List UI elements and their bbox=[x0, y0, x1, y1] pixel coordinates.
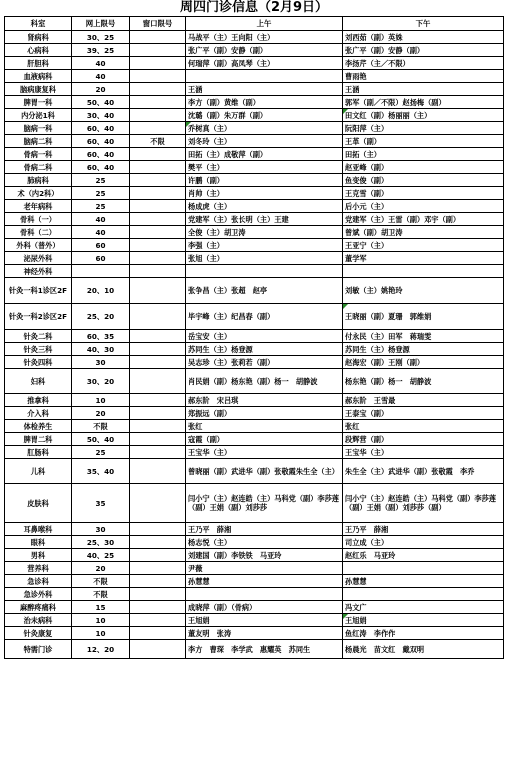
dept-cell: 脾胃二科 bbox=[5, 433, 72, 446]
window-quota-cell bbox=[130, 369, 186, 394]
morning-doctors-cell: 田拓（主）成敬萍（副） bbox=[186, 148, 343, 161]
online-quota-cell bbox=[72, 265, 130, 278]
table-row bbox=[5, 562, 504, 575]
online-quota-cell: 不限 bbox=[72, 588, 130, 601]
table-row bbox=[5, 523, 504, 536]
online-quota-cell: 40 bbox=[72, 213, 130, 226]
morning-doctors-cell: 尹薇 bbox=[186, 562, 343, 575]
table-row bbox=[5, 226, 504, 239]
morning-doctors-cell: 肖民娟（副）杨东艳（副）杨一 胡静波 bbox=[186, 369, 343, 394]
window-quota-cell: 不限 bbox=[130, 135, 186, 148]
morning-doctors-cell: 岳宝安（主） bbox=[186, 330, 343, 343]
online-quota-cell: 25、30 bbox=[72, 536, 130, 549]
dept-cell: 皮肤科 bbox=[5, 484, 72, 523]
dept-cell: 肛肠科 bbox=[5, 446, 72, 459]
morning-doctors-cell: 王宝华（主） bbox=[186, 446, 343, 459]
afternoon-doctors-cell: 董学军 bbox=[343, 252, 504, 265]
afternoon-doctors-cell: 杨东艳（副）杨一 胡静波 bbox=[343, 369, 504, 394]
online-quota-cell: 60 bbox=[72, 252, 130, 265]
afternoon-doctors-cell: 李扬芹（主／不限） bbox=[343, 57, 504, 70]
window-quota-cell bbox=[130, 265, 186, 278]
afternoon-doctors-cell: 赵红乐 马亚玲 bbox=[343, 549, 504, 562]
morning-doctors-cell: 李强（主） bbox=[186, 239, 343, 252]
afternoon-doctors-cell: 段辉营（副） bbox=[343, 433, 504, 446]
morning-doctors-cell: 吴志珍（主）张莉若（副） bbox=[186, 356, 343, 369]
online-quota-cell: 10 bbox=[72, 627, 130, 640]
online-quota-cell: 60、35 bbox=[72, 330, 130, 343]
dept-cell: 体检养生 bbox=[5, 420, 72, 433]
dept-cell: 骨科（一） bbox=[5, 213, 72, 226]
morning-doctors-cell: 王乃平 薛湘 bbox=[186, 523, 343, 536]
afternoon-doctors-cell: 孙慧慧 bbox=[343, 575, 504, 588]
table-row bbox=[5, 57, 504, 70]
window-quota-cell bbox=[130, 57, 186, 70]
dept-cell: 耳鼻喉科 bbox=[5, 523, 72, 536]
dept-cell: 针灸二科 bbox=[5, 330, 72, 343]
morning-doctors-cell bbox=[186, 70, 343, 83]
dept-cell: 针灸三科 bbox=[5, 343, 72, 356]
afternoon-doctors-cell: 苏同生（主）杨登源 bbox=[343, 343, 504, 356]
dept-cell: 眼科 bbox=[5, 536, 72, 549]
online-quota-cell: 20、10 bbox=[72, 278, 130, 304]
dept-cell: 儿科 bbox=[5, 459, 72, 484]
online-quota-cell: 15 bbox=[72, 601, 130, 614]
morning-doctors-cell: 肖帅（主） bbox=[186, 187, 343, 200]
afternoon-doctors-cell: 曾斌（副）胡卫涛 bbox=[343, 226, 504, 239]
morning-doctors-cell: 苏同生（主）杨登源 bbox=[186, 343, 343, 356]
morning-doctors-cell: 张争昌（主）张超 赵亭 bbox=[186, 278, 343, 304]
afternoon-doctors-cell: 王宝华（主） bbox=[343, 446, 504, 459]
dept-cell: 肾病科 bbox=[5, 31, 72, 44]
window-quota-cell bbox=[130, 148, 186, 161]
window-quota-cell bbox=[130, 83, 186, 96]
window-quota-cell bbox=[130, 420, 186, 433]
header-morning: 上午 bbox=[186, 17, 343, 31]
morning-doctors-cell: 寇霞（副） bbox=[186, 433, 343, 446]
window-quota-cell bbox=[130, 330, 186, 343]
morning-doctors-cell: 党建军（主）张长明（主）王建 bbox=[186, 213, 343, 226]
afternoon-doctors-cell: 付永民（主）田军 蒋瑞雯 bbox=[343, 330, 504, 343]
window-quota-cell bbox=[130, 31, 186, 44]
online-quota-cell: 50、40 bbox=[72, 96, 130, 109]
table-row bbox=[5, 161, 504, 174]
online-quota-cell: 30 bbox=[72, 356, 130, 369]
table-row bbox=[5, 459, 504, 484]
table-row bbox=[5, 588, 504, 601]
table-row bbox=[5, 394, 504, 407]
online-quota-cell: 35、40 bbox=[72, 459, 130, 484]
afternoon-doctors-cell: 王乃平 薛湘 bbox=[343, 523, 504, 536]
window-quota-cell bbox=[130, 614, 186, 627]
dept-cell: 骨病一科 bbox=[5, 148, 72, 161]
window-quota-cell bbox=[130, 252, 186, 265]
online-quota-cell: 60、40 bbox=[72, 122, 130, 135]
window-quota-cell bbox=[130, 109, 186, 122]
morning-doctors-cell: 李方 曹琛 李学武 惠耀英 苏同生 bbox=[186, 640, 343, 659]
morning-doctors-cell: 王旭娟 bbox=[186, 614, 343, 627]
table-row bbox=[5, 174, 504, 187]
window-quota-cell bbox=[130, 356, 186, 369]
online-quota-cell: 不限 bbox=[72, 420, 130, 433]
morning-doctors-cell: 全俊（主）胡卫涛 bbox=[186, 226, 343, 239]
afternoon-doctors-cell: 王晓丽（副）夏珊 郭维娟 bbox=[343, 304, 504, 330]
table-row bbox=[5, 200, 504, 213]
table-row bbox=[5, 187, 504, 200]
dept-cell: 脑病一科 bbox=[5, 122, 72, 135]
afternoon-doctors-cell bbox=[343, 265, 504, 278]
morning-doctors-cell: 沈璐（副）朱万群（副） bbox=[186, 109, 343, 122]
window-quota-cell bbox=[130, 278, 186, 304]
online-quota-cell: 20 bbox=[72, 83, 130, 96]
online-quota-cell: 25 bbox=[72, 174, 130, 187]
dept-cell: 心病科 bbox=[5, 44, 72, 57]
window-quota-cell bbox=[130, 523, 186, 536]
dept-cell: 介入科 bbox=[5, 407, 72, 420]
online-quota-cell: 40 bbox=[72, 57, 130, 70]
table-row bbox=[5, 265, 504, 278]
table-row bbox=[5, 614, 504, 627]
morning-doctors-cell bbox=[186, 265, 343, 278]
header-afternoon: 下午 bbox=[343, 17, 504, 31]
afternoon-doctors-cell: 赵亚峰（副） bbox=[343, 161, 504, 174]
online-quota-cell: 10 bbox=[72, 394, 130, 407]
dept-cell: 老年病科 bbox=[5, 200, 72, 213]
window-quota-cell bbox=[130, 96, 186, 109]
dept-cell: 神经外科 bbox=[5, 265, 72, 278]
afternoon-doctors-cell: 田拓（主） bbox=[343, 148, 504, 161]
dept-cell: 骨科（二） bbox=[5, 226, 72, 239]
afternoon-doctors-cell: 赵海宏（副）王刚（副） bbox=[343, 356, 504, 369]
morning-doctors-cell bbox=[186, 588, 343, 601]
dept-cell: 麻醉疼痛科 bbox=[5, 601, 72, 614]
morning-doctors-cell: 成晓萍（副）（骨病） bbox=[186, 601, 343, 614]
afternoon-doctors-cell: 王泰宝（副） bbox=[343, 407, 504, 420]
afternoon-doctors-cell: 王旭娟 bbox=[343, 614, 504, 627]
table-row bbox=[5, 369, 504, 394]
online-quota-cell: 30、20 bbox=[72, 369, 130, 394]
table-row bbox=[5, 627, 504, 640]
online-quota-cell: 30 bbox=[72, 523, 130, 536]
table-row bbox=[5, 484, 504, 523]
window-quota-cell bbox=[130, 575, 186, 588]
window-quota-cell bbox=[130, 343, 186, 356]
schedule-table bbox=[4, 16, 504, 659]
afternoon-doctors-cell: 张红 bbox=[343, 420, 504, 433]
online-quota-cell: 60、40 bbox=[72, 148, 130, 161]
online-quota-cell: 60、40 bbox=[72, 135, 130, 148]
window-quota-cell bbox=[130, 549, 186, 562]
table-row bbox=[5, 96, 504, 109]
table-row bbox=[5, 239, 504, 252]
morning-doctors-cell: 郝东阶 宋吕琪 bbox=[186, 394, 343, 407]
morning-doctors-cell: 马战平（主）王向阳（主） bbox=[186, 31, 343, 44]
morning-doctors-cell: 何瑞萍（副）高凤琴（主） bbox=[186, 57, 343, 70]
window-quota-cell bbox=[130, 407, 186, 420]
dept-cell: 血液病科 bbox=[5, 70, 72, 83]
morning-doctors-cell: 李方（副）黄维（副） bbox=[186, 96, 343, 109]
table-row bbox=[5, 304, 504, 330]
online-quota-cell: 39、25 bbox=[72, 44, 130, 57]
window-quota-cell bbox=[130, 161, 186, 174]
window-quota-cell bbox=[130, 70, 186, 83]
morning-doctors-cell: 毕宇峰（主）纪昌春（副） bbox=[186, 304, 343, 330]
window-quota-cell bbox=[130, 588, 186, 601]
online-quota-cell: 60 bbox=[72, 239, 130, 252]
online-quota-cell: 20 bbox=[72, 407, 130, 420]
window-quota-cell bbox=[130, 640, 186, 659]
dept-cell: 急诊外科 bbox=[5, 588, 72, 601]
table-row bbox=[5, 252, 504, 265]
afternoon-doctors-cell: 阮阳萍（主） bbox=[343, 122, 504, 135]
table-row bbox=[5, 356, 504, 369]
dept-cell: 推拿科 bbox=[5, 394, 72, 407]
window-quota-cell bbox=[130, 226, 186, 239]
table-row bbox=[5, 549, 504, 562]
page-title: 周四门诊信息（2月9日） bbox=[179, 0, 329, 15]
window-quota-cell bbox=[130, 446, 186, 459]
morning-doctors-cell: 张旭（主） bbox=[186, 252, 343, 265]
online-quota-cell: 40、30 bbox=[72, 343, 130, 356]
window-quota-cell bbox=[130, 459, 186, 484]
online-quota-cell: 不限 bbox=[72, 575, 130, 588]
morning-doctors-cell: 刘建国（副）李铁铁 马亚玲 bbox=[186, 549, 343, 562]
table-row bbox=[5, 640, 504, 659]
morning-doctors-cell: 董友明 张涛 bbox=[186, 627, 343, 640]
table-row bbox=[5, 135, 504, 148]
online-quota-cell: 40 bbox=[72, 70, 130, 83]
online-quota-cell: 40 bbox=[72, 226, 130, 239]
afternoon-doctors-cell: 刘敏（主）姚艳玲 bbox=[343, 278, 504, 304]
window-quota-cell bbox=[130, 536, 186, 549]
afternoon-doctors-cell: 曹雨艳 bbox=[343, 70, 504, 83]
table-row bbox=[5, 31, 504, 44]
header-row bbox=[5, 17, 504, 31]
dept-cell: 针灸一科1诊区2F bbox=[5, 278, 72, 304]
afternoon-doctors-cell: 田文红（副）杨丽丽（主） bbox=[343, 109, 504, 122]
afternoon-doctors-cell bbox=[343, 588, 504, 601]
table-row bbox=[5, 420, 504, 433]
dept-cell: 男科 bbox=[5, 549, 72, 562]
table-row bbox=[5, 446, 504, 459]
window-quota-cell bbox=[130, 174, 186, 187]
dept-cell: 妇科 bbox=[5, 369, 72, 394]
header-dept: 科室 bbox=[5, 17, 72, 31]
online-quota-cell: 60、40 bbox=[72, 161, 130, 174]
morning-doctors-cell: 王涵 bbox=[186, 83, 343, 96]
table-row bbox=[5, 407, 504, 420]
online-quota-cell: 50、40 bbox=[72, 433, 130, 446]
table-row bbox=[5, 433, 504, 446]
dept-cell: 营养科 bbox=[5, 562, 72, 575]
morning-doctors-cell: 闫小宁（主）赵连皓（主）马科党（副）李莎莲（副）王娟（副）刘莎莎 bbox=[186, 484, 343, 523]
dept-cell: 脾胃一科 bbox=[5, 96, 72, 109]
online-quota-cell: 25、20 bbox=[72, 304, 130, 330]
table-row bbox=[5, 278, 504, 304]
window-quota-cell bbox=[130, 601, 186, 614]
morning-doctors-cell: 杨成虎（主） bbox=[186, 200, 343, 213]
table-row bbox=[5, 330, 504, 343]
table-row bbox=[5, 148, 504, 161]
morning-doctors-cell: 许鹏（副） bbox=[186, 174, 343, 187]
afternoon-doctors-cell: 鱼红涛 李作作 bbox=[343, 627, 504, 640]
window-quota-cell bbox=[130, 394, 186, 407]
table-row bbox=[5, 601, 504, 614]
afternoon-doctors-cell: 刘西茹（副）英姝 bbox=[343, 31, 504, 44]
afternoon-doctors-cell: 郝东阶 王雪最 bbox=[343, 394, 504, 407]
dept-cell: 外科（普外） bbox=[5, 239, 72, 252]
window-quota-cell bbox=[130, 562, 186, 575]
table-row bbox=[5, 44, 504, 57]
table-row bbox=[5, 122, 504, 135]
header-window-quota: 窗口限号 bbox=[130, 17, 186, 31]
window-quota-cell bbox=[130, 44, 186, 57]
afternoon-doctors-cell: 朱生全（主）武进华（副）张敬霞 李乔 bbox=[343, 459, 504, 484]
afternoon-doctors-cell: 后小元（主） bbox=[343, 200, 504, 213]
online-quota-cell: 25 bbox=[72, 200, 130, 213]
afternoon-doctors-cell: 闫小宁（主）赵连皓（主）马科党（副）李莎莲（副）王娟（副）刘莎莎（副） bbox=[343, 484, 504, 523]
afternoon-doctors-cell: 王涵 bbox=[343, 83, 504, 96]
dept-cell: 肝胆科 bbox=[5, 57, 72, 70]
table-row bbox=[5, 343, 504, 356]
window-quota-cell bbox=[130, 200, 186, 213]
morning-doctors-cell: 樊平（主） bbox=[186, 161, 343, 174]
table-row bbox=[5, 213, 504, 226]
morning-doctors-cell: 刘冬玲（主） bbox=[186, 135, 343, 148]
table-row bbox=[5, 575, 504, 588]
dept-cell: 针灸四科 bbox=[5, 356, 72, 369]
afternoon-doctors-cell bbox=[343, 562, 504, 575]
morning-doctors-cell: 张红 bbox=[186, 420, 343, 433]
online-quota-cell: 12、20 bbox=[72, 640, 130, 659]
online-quota-cell: 35 bbox=[72, 484, 130, 523]
table-row bbox=[5, 536, 504, 549]
header-online-quota: 网上限号 bbox=[72, 17, 130, 31]
dept-cell: 肺病科 bbox=[5, 174, 72, 187]
dept-cell: 骨病二科 bbox=[5, 161, 72, 174]
afternoon-doctors-cell: 党建军（主）王雷（副）邓宇（副） bbox=[343, 213, 504, 226]
window-quota-cell bbox=[130, 627, 186, 640]
window-quota-cell bbox=[130, 122, 186, 135]
morning-doctors-cell: 孙慧慧 bbox=[186, 575, 343, 588]
table-row bbox=[5, 83, 504, 96]
dept-cell: 术（内2科） bbox=[5, 187, 72, 200]
afternoon-doctors-cell: 王革（副） bbox=[343, 135, 504, 148]
window-quota-cell bbox=[130, 484, 186, 523]
online-quota-cell: 40、25 bbox=[72, 549, 130, 562]
afternoon-doctors-cell: 郭军（副／不限）赵扬梅（副） bbox=[343, 96, 504, 109]
online-quota-cell: 30、40 bbox=[72, 109, 130, 122]
online-quota-cell: 20 bbox=[72, 562, 130, 575]
online-quota-cell: 25 bbox=[72, 446, 130, 459]
dept-cell: 针灸一科2诊区2F bbox=[5, 304, 72, 330]
dept-cell: 针灸康复 bbox=[5, 627, 72, 640]
afternoon-doctors-cell: 杨晨光 苗文红 戴双明 bbox=[343, 640, 504, 659]
window-quota-cell bbox=[130, 239, 186, 252]
dept-cell: 脑病二科 bbox=[5, 135, 72, 148]
morning-doctors-cell: 乔树真（主） bbox=[186, 122, 343, 135]
afternoon-doctors-cell: 王亚宁（主） bbox=[343, 239, 504, 252]
morning-doctors-cell: 杨志悦（主） bbox=[186, 536, 343, 549]
dept-cell: 内分泌1科 bbox=[5, 109, 72, 122]
afternoon-doctors-cell: 司立成（主） bbox=[343, 536, 504, 549]
dept-cell: 泌尿外科 bbox=[5, 252, 72, 265]
window-quota-cell bbox=[130, 433, 186, 446]
morning-doctors-cell: 曾晓丽（副）武进华（副）张敬霞朱生全（主） bbox=[186, 459, 343, 484]
dept-cell: 脑病康复科 bbox=[5, 83, 72, 96]
table-row bbox=[5, 109, 504, 122]
afternoon-doctors-cell: 冯文广 bbox=[343, 601, 504, 614]
morning-doctors-cell: 张广平（副）安静（副） bbox=[186, 44, 343, 57]
dept-cell: 急诊科 bbox=[5, 575, 72, 588]
afternoon-doctors-cell: 鱼变俊（副） bbox=[343, 174, 504, 187]
online-quota-cell: 25 bbox=[72, 187, 130, 200]
dept-cell: 治未病科 bbox=[5, 614, 72, 627]
dept-cell: 特需门诊 bbox=[5, 640, 72, 659]
window-quota-cell bbox=[130, 187, 186, 200]
window-quota-cell bbox=[130, 213, 186, 226]
online-quota-cell: 30、25 bbox=[72, 31, 130, 44]
table-row bbox=[5, 70, 504, 83]
afternoon-doctors-cell: 王克雪（副） bbox=[343, 187, 504, 200]
online-quota-cell: 10 bbox=[72, 614, 130, 627]
morning-doctors-cell: 郑振远（副） bbox=[186, 407, 343, 420]
afternoon-doctors-cell: 张广平（副）安静（副） bbox=[343, 44, 504, 57]
window-quota-cell bbox=[130, 304, 186, 330]
